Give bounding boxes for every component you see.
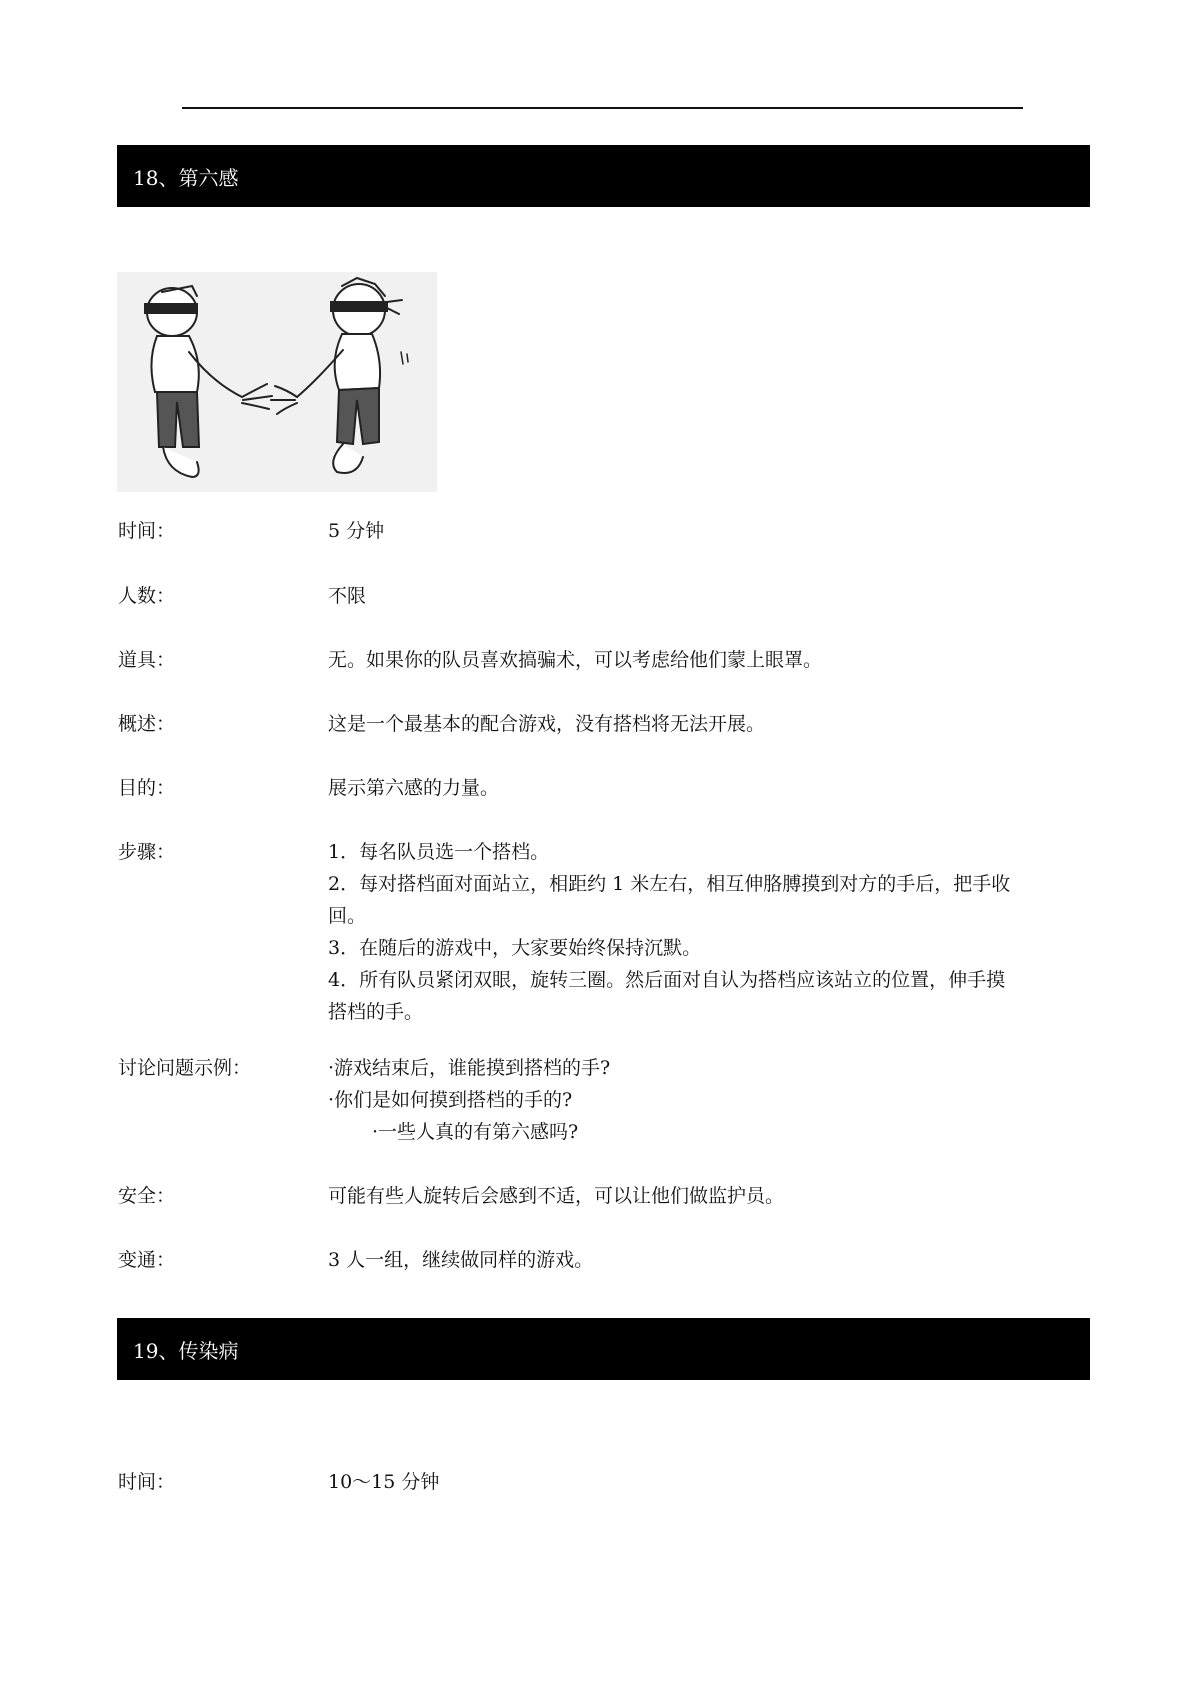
field-value-purpose: 展示第六感的力量。 [328,777,500,799]
field-value-participants: 不限 [328,585,367,607]
field-label-time: 时间： [118,1471,176,1493]
step-line: 1．每名队员选一个搭档。 [328,841,550,863]
top-rule [182,107,1023,109]
discussion-question: ·一些人真的有第六感吗? [372,1121,579,1143]
field-label-discussion: 讨论问题示例： [118,1057,252,1079]
field-value-variation: 3 人一组，继续做同样的游戏。 [328,1249,594,1271]
field-label-props: 道具： [118,649,176,671]
step-line: 搭档的手。 [328,1001,424,1023]
field-value-time: 10～15 分钟 [328,1471,440,1493]
discussion-question: ·你们是如何摸到搭档的手的? [328,1089,573,1111]
field-label-steps: 步骤： [118,841,176,863]
section-title: 19、传染病 [133,1338,239,1363]
section-header-19 [117,1318,1090,1380]
field-label-variation: 变通： [118,1249,176,1271]
field-value-time: 5 分钟 [328,520,385,542]
blindfolded-partners-illustration [117,272,437,492]
section-title: 18、第六感 [133,165,239,190]
field-label-safety: 安全： [118,1185,176,1207]
discussion-list [328,1052,1088,1148]
step-line: 2．每对搭档面对面站立，相距约 1 米左右，相互伸胳膊摸到对方的手后，把手收 [328,873,1011,895]
field-value-overview: 这是一个最基本的配合游戏，没有搭档将无法开展。 [328,713,766,735]
section-header-18 [117,145,1090,207]
discussion-question: ·游戏结束后，谁能摸到搭档的手? [328,1057,611,1079]
step-line: 4．所有队员紧闭双眼，旋转三圈。然后面对自认为搭档应该站立的位置，伸手摸 [328,969,1006,991]
field-label-time: 时间： [118,520,176,542]
step-line: 回。 [328,905,367,927]
field-value-props: 无。如果你的队员喜欢搞骗术，可以考虑给他们蒙上眼罩。 [328,649,823,671]
field-label-participants: 人数： [118,585,176,607]
step-line: 3．在随后的游戏中，大家要始终保持沉默。 [328,937,702,959]
field-value-safety: 可能有些人旋转后会感到不适，可以让他们做监护员。 [328,1185,785,1207]
field-label-overview: 概述： [118,713,176,735]
field-label-purpose: 目的： [118,777,176,799]
steps-list [328,836,1088,1028]
